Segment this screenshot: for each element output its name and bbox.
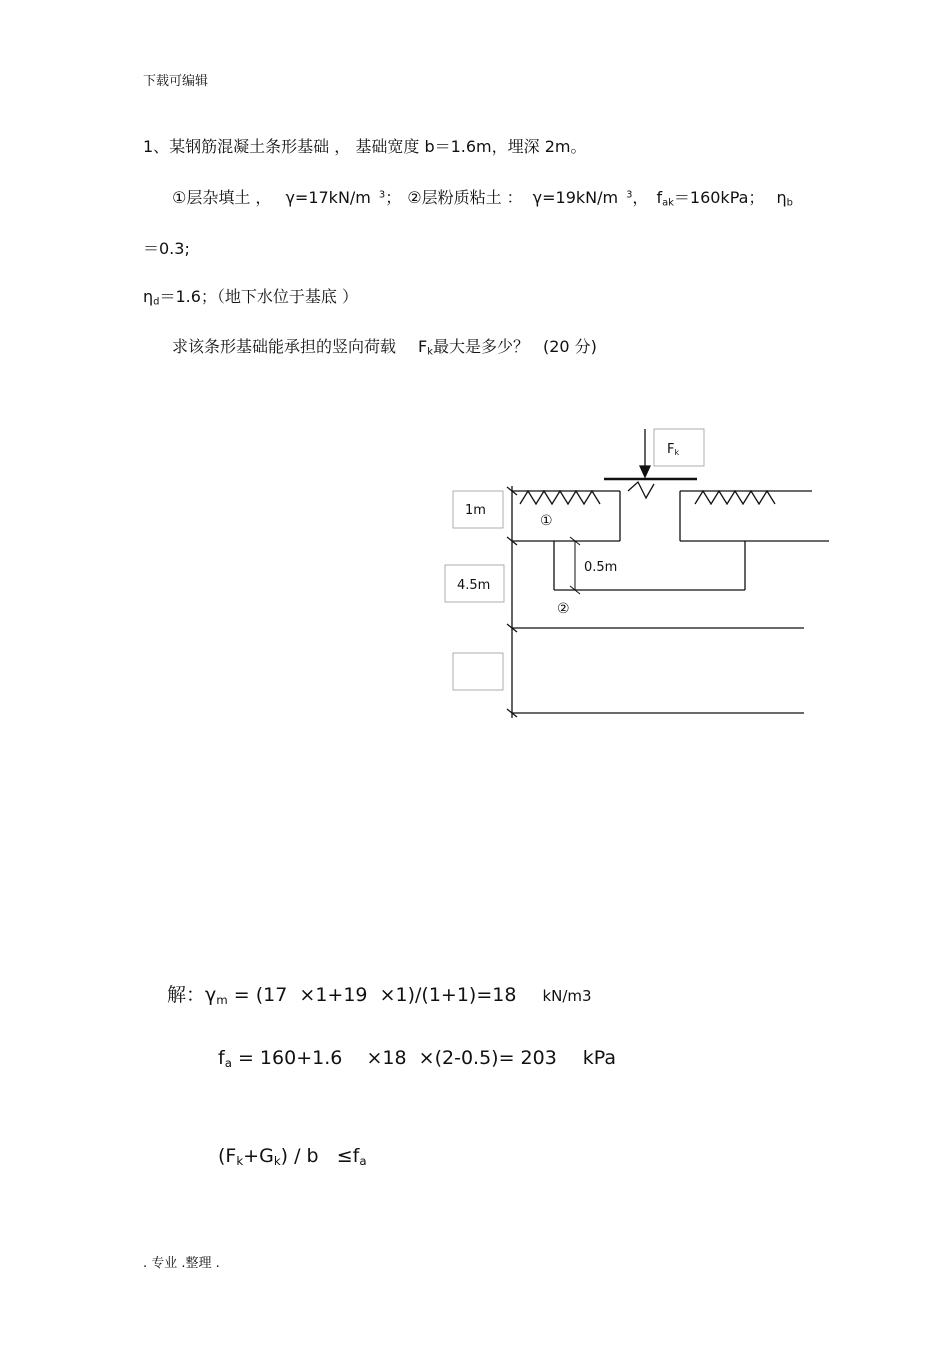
gamma1-value: γ=17kN/m xyxy=(285,188,371,207)
gamma-m-symbol: γ xyxy=(205,984,217,1006)
ground-hatch-right xyxy=(695,491,775,504)
etab-subscript: b xyxy=(786,197,793,209)
fak-value: ＝160kPa； xyxy=(673,188,765,207)
layer1-label: ①层杂填土 ， xyxy=(172,188,272,207)
solution-line-1 xyxy=(167,980,592,1007)
question-end: 最大是多少？ xyxy=(432,337,529,356)
gamma2-exponent: 3 xyxy=(626,189,633,201)
gamma-m-subscript: m xyxy=(216,992,228,1007)
page-header: 下载可编辑 xyxy=(143,74,209,89)
separator-1: ； xyxy=(385,188,402,207)
layer1-marker: ① xyxy=(540,513,553,529)
gamma1-exponent: 3 xyxy=(378,189,386,201)
layer2-label: ②层粉质粘土 ： xyxy=(407,188,523,207)
solution-prefix: 解： xyxy=(167,984,206,1006)
condition-sub-fa: a xyxy=(359,1153,367,1168)
break-symbol xyxy=(628,482,654,498)
inner-dimension-label: 0.5m xyxy=(584,560,618,575)
fa-symbol: f xyxy=(218,1047,225,1069)
condition-rest: ) / b ≤f xyxy=(280,1145,360,1167)
etad-symbol: η xyxy=(143,287,154,306)
fa-expression: = 160+1.6 ×18 ×(2-0.5)= 203 xyxy=(237,1047,557,1069)
gamma-m-expression: = (17 ×1+19 ×1)/(1+1)=18 xyxy=(233,984,517,1006)
condition-sub-gk: k xyxy=(273,1153,281,1168)
solution-line-2 xyxy=(218,1047,616,1070)
condition-sub-fk: k xyxy=(236,1153,244,1168)
condition-mid: +G xyxy=(243,1145,274,1167)
etad-subscript: d xyxy=(153,296,160,308)
fk-subscript: k xyxy=(427,346,433,358)
fak-subscript: ak xyxy=(662,197,674,209)
ground-hatch-left xyxy=(520,491,600,504)
fa-subscript: a xyxy=(224,1055,232,1070)
solution-line-3 xyxy=(218,1145,367,1168)
condition-open: (F xyxy=(218,1145,237,1167)
dim2-label: 4.5m xyxy=(457,578,491,593)
gamma2-value: γ=19kN/m xyxy=(532,188,619,207)
dim3-box xyxy=(453,653,503,690)
fa-unit: kPa xyxy=(582,1047,617,1069)
fak-symbol: f xyxy=(656,188,663,207)
dim1-label: 1m xyxy=(465,503,486,518)
page-footer: . 专业 .整理 . xyxy=(143,1256,220,1271)
problem-line-1: 1、某钢筋混凝土条形基础 ， 基础宽度 b＝1.6m，埋深 2m。 xyxy=(143,137,587,156)
load-label: Fk xyxy=(667,442,680,457)
question-text: 求该条形基础能承担的竖向荷载 xyxy=(172,337,397,356)
separator-2: ， xyxy=(632,188,649,207)
fk-symbol: F xyxy=(418,337,428,356)
etab-value: ＝0.3; xyxy=(143,239,190,258)
gamma-m-unit: kN/m3 xyxy=(542,987,592,1005)
etad-value: ＝1.6；（地下水位于基底 ） xyxy=(159,287,358,306)
load-arrow-head xyxy=(640,466,650,477)
layer2-marker: ② xyxy=(557,601,570,617)
etab-symbol: η xyxy=(776,188,787,207)
score: (20 分) xyxy=(542,337,597,356)
